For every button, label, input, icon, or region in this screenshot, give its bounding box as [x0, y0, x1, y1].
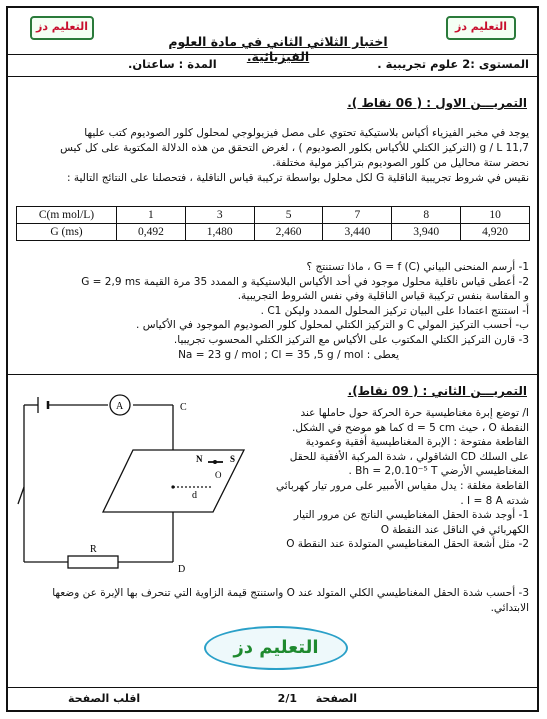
- ex2-text: [257, 406, 529, 552]
- header-divider: [8, 76, 537, 77]
- table-cell: 10: [461, 207, 530, 224]
- turn-page-label: اقلب الصفحة: [68, 692, 141, 705]
- ammeter-label: A: [116, 401, 124, 412]
- table-cell: 3: [185, 207, 254, 224]
- ex2-line: شدته I = 8 A .: [460, 494, 529, 507]
- page-number: 2/1: [277, 692, 297, 705]
- ex2-line: القاطعة مغلقة : يدل مقياس الأمبير على مرور تيار كهربائي: [275, 479, 529, 492]
- label-d: D: [178, 564, 186, 575]
- table-cell: 3,940: [392, 224, 461, 241]
- table-cell: 1,480: [185, 224, 254, 241]
- table-cell: 5: [254, 207, 323, 224]
- table-row-g: [17, 224, 530, 241]
- ex1-heading: التمريـــن الاول : ( 06 نقاط ).: [347, 96, 527, 110]
- ex1-intro-line: نحضر ستة محاليل من كلور الصوديوم بتراكيز مولية مختلفة.: [272, 157, 529, 169]
- ex1-question: 3- قارن التركيز الكتلي المكتوب على الأكياس مع التركيز الكتلي المحسوب تجريبيا.: [173, 333, 529, 346]
- ex2-line: الكهربائي في الناقل عند النقطة O: [380, 523, 529, 536]
- table-row-c: [17, 207, 530, 224]
- ex2-line: النقطة O ، حيث d = 5 cm كما هو موضح في الشكل.: [291, 421, 529, 434]
- ex2-heading: التمريـــن الثاني : ( 09 نقاط).: [347, 384, 527, 398]
- ex2-line: I/ توضع إبرة مغناطيسية حرة الحركة حول حاملها عند: [300, 407, 529, 419]
- label-o: O: [215, 470, 222, 480]
- ex1-intro: [13, 126, 529, 186]
- exam-page: [6, 6, 539, 712]
- label-d-distance: d: [192, 490, 197, 501]
- circuit-diagram: [8, 392, 258, 582]
- table-cell: 7: [323, 207, 392, 224]
- ex2-question-3: [13, 586, 529, 615]
- table-cell: 0,492: [117, 224, 186, 241]
- ex1-question: 1- أرسم المنحنى البياني G = f (C) ، ماذا تستنتج ؟: [306, 261, 529, 273]
- ex1-intro-line: يوجد في مخبر الفيزياء أكياس بلاستيكية تحتوي على مصل فيزيولوجي لمحلول كلور الصوديوم كتب عليها: [84, 127, 529, 139]
- ex2-line: 2- مثل أشعة الحقل المغناطيسي المتولدة عند النقطة O: [286, 538, 529, 551]
- conductance-table: [16, 206, 530, 241]
- footer: [8, 687, 537, 710]
- table-header-c: C(m mol/L): [17, 207, 117, 224]
- logo-right: التعليم دز: [446, 16, 516, 40]
- ex2-line: 1- أوجد شدة الحقل المغناطيسي الناتج عن مرور التيار: [293, 509, 529, 522]
- ex1-intro-line: 11,7 g / L (التركيز الكتلي للأكياس بكلور الصوديوم ) ، لغرض التحقق من هذه الدلالة المكتوبة على كل كيس: [60, 142, 529, 154]
- exam-title: اختبار الثلاثي الثاني في مادة العلوم الفيزيائية.: [168, 34, 388, 64]
- ex2-line: الابتدائي.: [490, 601, 529, 614]
- label-r: R: [90, 544, 97, 555]
- logo-left: التعليم دز: [30, 16, 94, 40]
- table-header-g: G (ms): [17, 224, 117, 241]
- ex1-question: 2- أعطى قياس ناقلية محلول موجود في أحد الأكياس البلاستيكية و الممدد 35 مرة القيمة G = 2,9 ms: [81, 275, 529, 288]
- label-s: S: [230, 454, 236, 464]
- switch-lever: [18, 487, 24, 504]
- horizontal-plane: [103, 450, 244, 512]
- pivot-point: [213, 460, 217, 464]
- label-c: C: [180, 402, 187, 413]
- ex1-question: ب- أحسب التركيز المولي C و التركيز الكتلي لمحلول كلور الصوديوم الموجود في الأكياس .: [136, 319, 529, 332]
- ex2-line: المغناطيسي الأرضي Bh = 2,0.10⁻⁵ T .: [348, 465, 529, 478]
- ex2-line: 3- أحسب شدة الحقل المغناطيسي الكلي المتولد عند O واستنتج قيمة الزاوية التي تنحرف بها الإبرة عن وضعها: [52, 587, 529, 599]
- ex1-intro-line: نقيس في شروط تجريبية الناقلية G لكل محلول بواسطة تركيبة قياس الناقلية ، فتحصلنا على النتائج التالية :: [67, 172, 529, 184]
- table-cell: 4,920: [461, 224, 530, 241]
- ex2-line: على السلك CD الشاقولي ، شدة المركبة الأفقية للحقل: [289, 450, 529, 463]
- wire-plane-intersection: [171, 485, 174, 488]
- table-cell: 1: [117, 207, 186, 224]
- ex1-question: يعطى : Na = 23 g / mol ; Cl = 35 ,5 g / mol: [178, 348, 399, 361]
- resistor: [68, 556, 118, 568]
- header-info-row: [8, 54, 537, 75]
- table-cell: 8: [392, 207, 461, 224]
- ex1-question: و المقاسة بنفس تركيبة قياس الناقلية وفي نفس الشروط التجريبية.: [237, 290, 529, 303]
- ex1-divider: [8, 374, 537, 375]
- duration-label: المدة : ساعتان.: [128, 57, 217, 71]
- table-cell: 3,440: [323, 224, 392, 241]
- ex1-question: أ- استنتج اعتمادا على البيان تركيز المحلول الممدد وليكن C1 .: [260, 304, 529, 317]
- watermark-logo: التعليم دز: [204, 626, 348, 670]
- level-label: المستوى :2 علوم تجريبية .: [377, 57, 529, 71]
- table-cell: 2,460: [254, 224, 323, 241]
- ex2-line: القاطعة مفتوحة : الإبرة المغناطيسية أفقية وعمودية: [305, 436, 529, 449]
- label-n: N: [196, 454, 203, 464]
- page-label: الصفحة: [315, 692, 357, 705]
- ex1-questions: [13, 260, 529, 362]
